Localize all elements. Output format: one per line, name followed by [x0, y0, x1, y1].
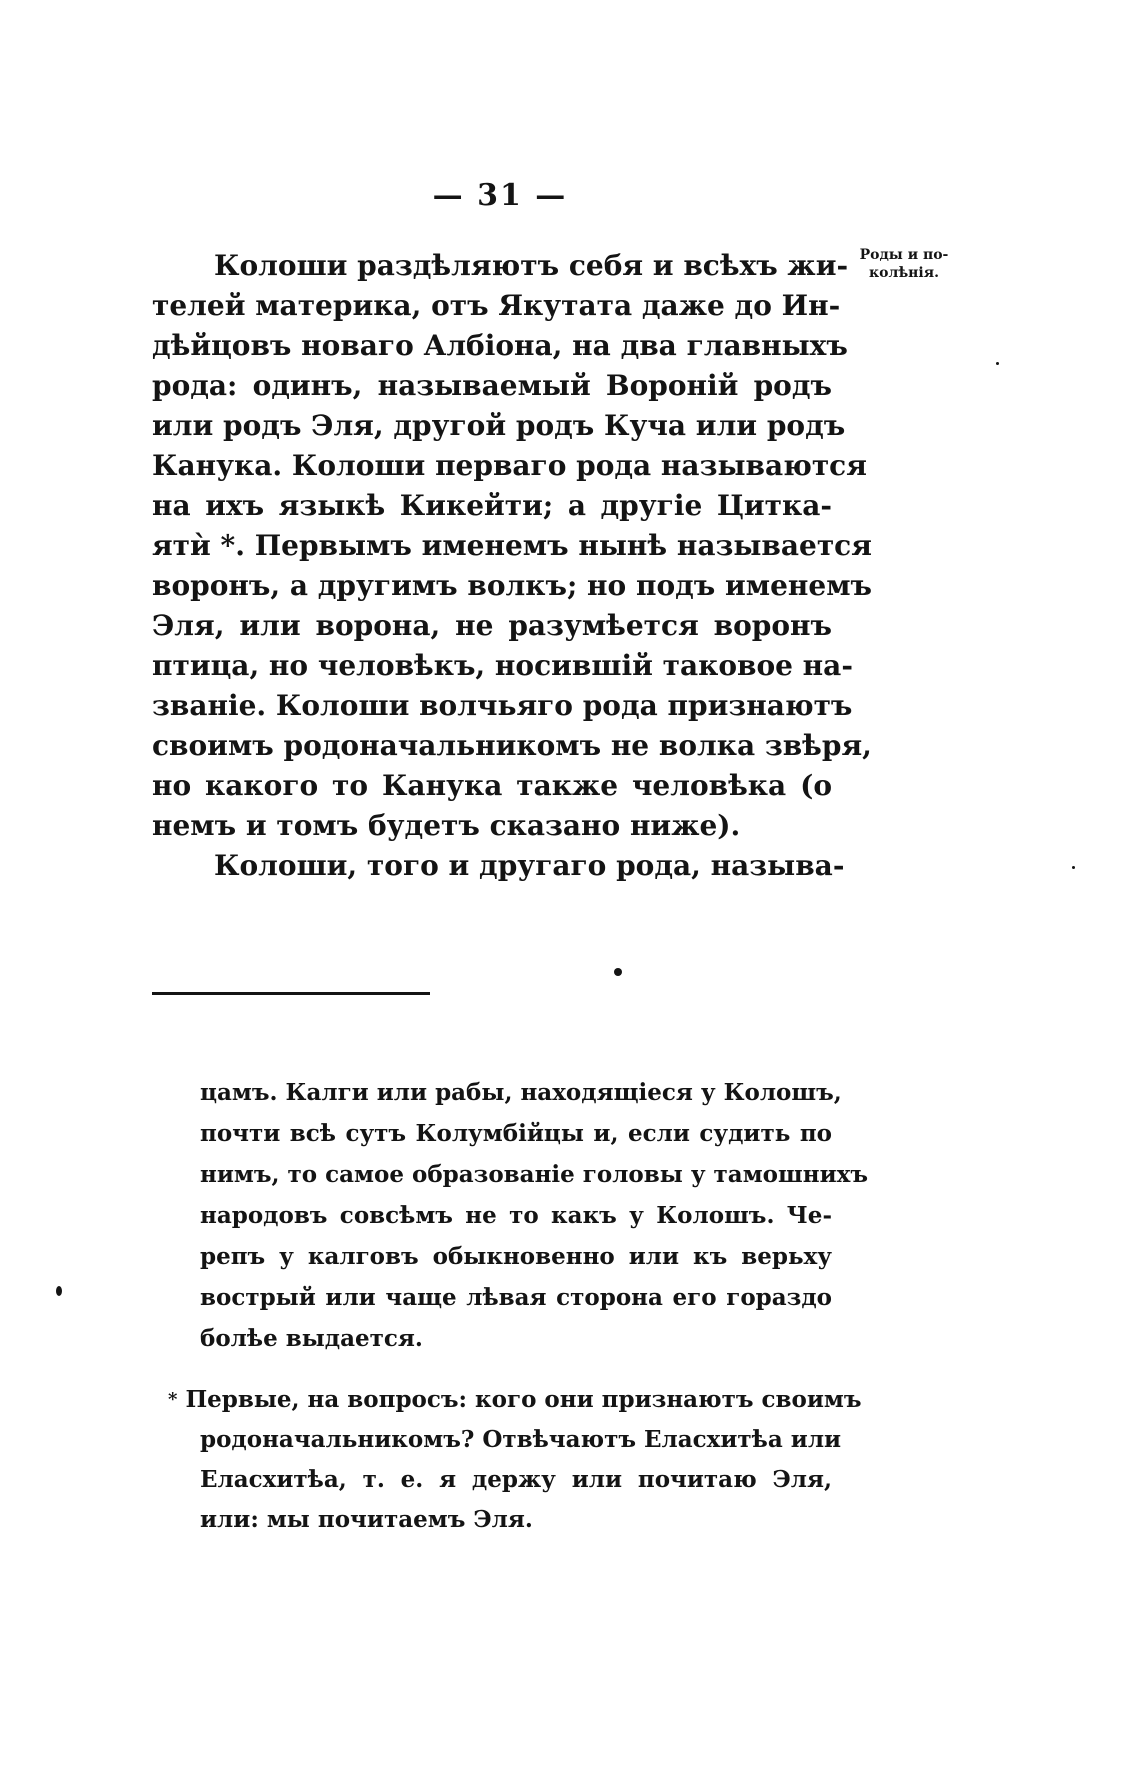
main-text-line: ятѝ *. Первымъ именемъ нынѣ называется	[152, 529, 872, 562]
footnote-line: Еласхитѣа, т. е. я держу или почитаю Эля,	[200, 1466, 832, 1493]
footnote-continuation-line: народовъ совсѣмъ не то какъ у Колошъ. Че-	[200, 1202, 832, 1229]
footnote-continuation-line: почти всѣ сутъ Колумбійцы и, если судить по	[200, 1120, 832, 1147]
footnote-line: или: мы почитаемъ Эля.	[200, 1506, 533, 1533]
main-text-line: или родъ Эля, другой родъ Куча или родъ	[152, 409, 846, 442]
print-speck	[56, 1286, 62, 1296]
main-text-line: телей материка, отъ Якутата даже до Ин-	[152, 289, 841, 322]
footnote-continuation-line: репъ у калговъ обыкновенно или къ верьху	[200, 1243, 832, 1270]
footnote-line: родоначальникомъ? Отвѣчаютъ Еласхитѣа или	[200, 1426, 842, 1453]
footnote-continuation-line: болѣе выдается.	[200, 1325, 423, 1352]
main-text-line: птица, но человѣкъ, носившій таковое на-	[152, 649, 853, 682]
print-speck	[614, 968, 622, 976]
main-text-line: дѣйцовъ новаго Албіона, на два главныхъ	[152, 329, 848, 362]
main-text-line: но какого то Канука также человѣка (о	[152, 769, 832, 802]
main-text	[152, 246, 873, 886]
print-speck	[1072, 866, 1075, 869]
footnote-continuation-line: вострый или чаще лѣвая сторона его гораздо	[200, 1284, 832, 1311]
marginal-note	[834, 246, 974, 282]
marginal-note-line: колѣнія.	[869, 265, 939, 281]
footnote-continuation	[200, 1072, 868, 1359]
main-text-line: Канука. Колоши перваго рода называются	[152, 449, 867, 482]
main-text-line: рода: одинъ, называемый Вороній родъ	[152, 369, 832, 402]
main-text-line: званіе. Колоши волчьяго рода признаютъ	[152, 689, 853, 722]
marginal-note-line: Роды и по-	[859, 247, 949, 263]
footnote-line-text: Первые, на вопросъ: кого они признаютъ своимъ	[185, 1386, 862, 1413]
main-text-line: немъ и томъ будетъ сказано ниже).	[152, 809, 741, 842]
footnote-continuation-line: цамъ. Калги или рабы, находящіеся у Колошъ,	[200, 1079, 842, 1106]
print-speck	[996, 362, 999, 365]
footnote-continuation-line: нимъ, то самое образованіе головы у тамошнихъ	[200, 1161, 868, 1188]
main-text-line: Эля, или ворона, не разумѣется воронъ	[152, 609, 832, 642]
main-text-line: воронъ, а другимъ волкъ; но подъ именемъ	[152, 569, 873, 602]
footnote-line	[168, 1380, 862, 1420]
main-text-line: на ихъ языкѣ Кикейти; а другіе Цитка-	[152, 489, 832, 522]
main-text-line: Колоши раздѣляютъ себя и всѣхъ жи-	[214, 249, 849, 282]
footnote-marker: *	[168, 1389, 178, 1410]
main-text-line: своимъ родоначальникомъ не волка звѣря,	[152, 729, 872, 762]
main-text-line: Колоши, того и другаго рода, называ-	[214, 849, 845, 882]
page-number: — 31 —	[432, 178, 568, 213]
footnote	[168, 1380, 862, 1540]
footnote-rule	[152, 992, 430, 995]
